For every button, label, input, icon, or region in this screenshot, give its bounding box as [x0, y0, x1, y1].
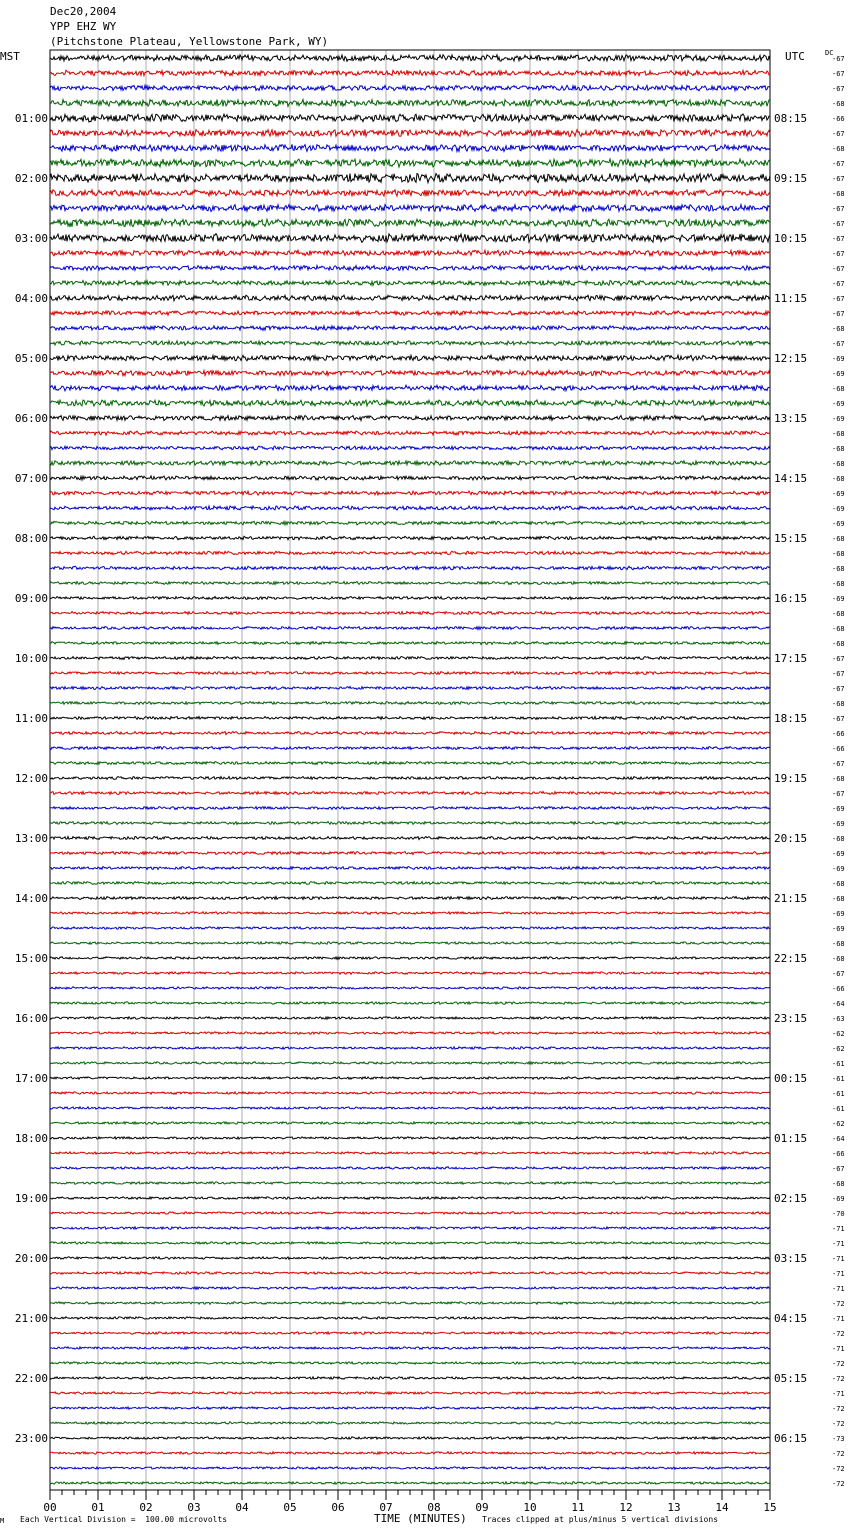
dc-offset-label: -71: [832, 1225, 845, 1233]
trace-row: [50, 1062, 770, 1065]
dc-offset-label: -70: [832, 1210, 845, 1218]
dc-offset-label: -68: [832, 880, 845, 888]
hour-label-mst: 14:00: [14, 892, 48, 905]
trace-row: [50, 159, 770, 167]
dc-offset-label: -68: [832, 190, 845, 198]
trace-row: [50, 822, 770, 825]
dc-offset-label: -69: [832, 400, 845, 408]
dc-offset-label: -67: [832, 670, 845, 678]
hour-label-mst: 07:00: [14, 472, 48, 485]
left-timezone-label: MST: [0, 50, 20, 63]
trace-row: [50, 1422, 770, 1425]
trace-row: [50, 762, 770, 765]
dc-offset-label: -72: [832, 1405, 845, 1413]
trace-row: [50, 476, 770, 480]
trace-row: [50, 281, 770, 286]
dc-offset-label: -68: [832, 535, 845, 543]
trace-row: [50, 882, 770, 885]
hour-label-utc: 08:15: [774, 112, 808, 125]
trace-row: [50, 627, 770, 630]
dc-offset-label: -68: [832, 955, 845, 963]
dc-offset-label: -61: [832, 1090, 845, 1098]
hour-label-mst: 10:00: [14, 652, 48, 665]
trace-row: [50, 174, 770, 183]
dc-offset-label: -64: [832, 1000, 845, 1008]
header-date: Dec20,2004: [50, 5, 117, 18]
dc-offset-label: -71: [832, 1345, 845, 1353]
trace-row: [50, 717, 770, 720]
x-tick-label: 05: [283, 1501, 297, 1514]
dc-offset-label: -66: [832, 985, 845, 993]
trace-row: [50, 1302, 770, 1305]
hour-label-utc: 02:15: [774, 1192, 808, 1205]
trace-row: [50, 1377, 770, 1380]
trace-row: [50, 551, 770, 554]
trace-row: [50, 1152, 770, 1155]
trace-row: [50, 897, 770, 900]
dc-offset-label: -68: [832, 445, 845, 453]
trace-row: [50, 912, 770, 915]
trace-row: [50, 1257, 770, 1260]
hour-label-utc: 00:15: [774, 1072, 808, 1085]
dc-offset-label: -68: [832, 895, 845, 903]
hour-label-mst: 03:00: [14, 232, 48, 245]
trace-row: [50, 1002, 770, 1005]
dc-offset-label: -68: [832, 100, 845, 108]
dc-offset-label: -67: [832, 130, 845, 138]
dc-offset-label: -69: [832, 850, 845, 858]
hour-label-mst: 16:00: [14, 1012, 48, 1025]
x-tick-label: 12: [619, 1501, 633, 1514]
dc-offset-label: -68: [832, 325, 845, 333]
dc-offset-label: -66: [832, 730, 845, 738]
header-station: YPP EHZ WY: [50, 20, 117, 33]
trace-row: [50, 1017, 770, 1020]
trace-row: [50, 1482, 770, 1485]
x-tick-label: 08: [427, 1501, 441, 1514]
hour-label-mst: 01:00: [14, 112, 48, 125]
trace-row: [50, 1182, 770, 1185]
hour-label-utc: 22:15: [774, 952, 808, 965]
hour-label-utc: 01:15: [774, 1132, 808, 1145]
dc-offset-label: -66: [832, 745, 845, 753]
hour-label-utc: 19:15: [774, 772, 808, 785]
dc-offset-label: -61: [832, 1105, 845, 1113]
dc-offset-label: -69: [832, 490, 845, 498]
trace-row: [50, 1452, 770, 1455]
dc-offset-label: -67: [832, 55, 845, 63]
trace-row: [50, 326, 770, 331]
trace-row: [50, 506, 770, 510]
trace-row: [50, 1287, 770, 1290]
dc-offset-label: -68: [832, 775, 845, 783]
dc-offset-label: -68: [832, 580, 845, 588]
hour-label-mst: 09:00: [14, 592, 48, 605]
dc-offset-label: -72: [832, 1450, 845, 1458]
hour-label-mst: 06:00: [14, 412, 48, 425]
x-tick-label: 01: [91, 1501, 105, 1514]
trace-row: [50, 461, 770, 466]
hour-label-mst: 15:00: [14, 952, 48, 965]
corner-mark: M: [0, 1517, 5, 1525]
x-tick-label: 13: [667, 1501, 681, 1514]
trace-row: [50, 250, 770, 256]
dc-offset-label: -67: [832, 175, 845, 183]
trace-row: [50, 370, 770, 375]
dc-offset-label: -61: [832, 1075, 845, 1083]
trace-row: [50, 234, 770, 243]
trace-row: [50, 597, 770, 600]
trace-row: [50, 536, 770, 540]
dc-offset-label: -73: [832, 1435, 845, 1443]
hour-label-utc: 11:15: [774, 292, 808, 305]
trace-row: [50, 355, 770, 361]
trace-row: [50, 100, 770, 107]
trace-row: [50, 190, 770, 197]
trace-row: [50, 1212, 770, 1215]
dc-offset-label: -67: [832, 685, 845, 693]
dc-offset-label: -69: [832, 925, 845, 933]
trace-row: [50, 867, 770, 870]
dc-offset-label: -67: [832, 280, 845, 288]
trace-row: [50, 1032, 770, 1035]
dc-offset-label: -72: [832, 1375, 845, 1383]
header-location: (Pitchstone Plateau, Yellowstone Park, WY): [50, 35, 329, 48]
trace-row: [50, 385, 770, 391]
trace-row: [50, 130, 770, 137]
trace-row: [50, 1227, 770, 1230]
hour-label-mst: 08:00: [14, 532, 48, 545]
dc-offset-label: -71: [832, 1315, 845, 1323]
x-tick-label: 11: [571, 1501, 585, 1514]
hour-label-utc: 04:15: [774, 1312, 808, 1325]
dc-offset-label: -67: [832, 970, 845, 978]
x-axis-label: TIME (MINUTES): [374, 1512, 467, 1525]
trace-row: [50, 582, 770, 585]
hour-label-mst: 13:00: [14, 832, 48, 845]
trace-row: [50, 1467, 770, 1470]
dc-offset-label: -68: [832, 700, 845, 708]
dc-offset-label: -72: [832, 1420, 845, 1428]
hour-label-mst: 12:00: [14, 772, 48, 785]
hour-label-mst: 05:00: [14, 352, 48, 365]
dc-offset-label: -69: [832, 910, 845, 918]
dc-offset-label: -69: [832, 520, 845, 528]
trace-row: [50, 1167, 770, 1170]
dc-offset-label: -67: [832, 250, 845, 258]
dc-offset-label: -66: [832, 1150, 845, 1158]
dc-offset-label: -69: [832, 355, 845, 363]
dc-offset-label: -67: [832, 295, 845, 303]
trace-row: [50, 1407, 770, 1410]
hour-label-utc: 16:15: [774, 592, 808, 605]
dc-offset-label: -67: [832, 715, 845, 723]
trace-row: [50, 431, 770, 435]
trace-row: [50, 566, 770, 570]
trace-row: [50, 1362, 770, 1365]
x-tick-label: 04: [235, 1501, 249, 1514]
dc-offset-label: -68: [832, 385, 845, 393]
clip-note: Traces clipped at plus/minus 5 vertical divisions: [482, 1515, 719, 1524]
trace-row: [50, 521, 770, 525]
trace-row: [50, 1077, 770, 1080]
dc-offset-label: -71: [832, 1390, 845, 1398]
hour-label-utc: 20:15: [774, 832, 808, 845]
dc-offset-label: -71: [832, 1270, 845, 1278]
trace-row: [50, 114, 770, 122]
x-tick-label: 09: [475, 1501, 489, 1514]
trace-row: [50, 341, 770, 346]
hour-label-mst: 04:00: [14, 292, 48, 305]
hour-label-utc: 05:15: [774, 1372, 808, 1385]
dc-offset-label: -67: [832, 205, 845, 213]
trace-row: [50, 1272, 770, 1275]
dc-offset-label: -71: [832, 1285, 845, 1293]
dc-offset-label: -68: [832, 640, 845, 648]
dc-offset-label: -72: [832, 1360, 845, 1368]
x-tick-label: 10: [523, 1501, 537, 1514]
dc-offset-label: -67: [832, 160, 845, 168]
dc-offset-label: -67: [832, 760, 845, 768]
trace-row: [50, 205, 770, 212]
trace-row: [50, 657, 770, 660]
trace-row: [50, 311, 770, 316]
hour-label-mst: 21:00: [14, 1312, 48, 1325]
trace-row: [50, 777, 770, 780]
dc-offset-label: -68: [832, 145, 845, 153]
trace-row: [50, 1317, 770, 1320]
hour-label-utc: 03:15: [774, 1252, 808, 1265]
hour-label-utc: 09:15: [774, 172, 808, 185]
trace-row: [50, 732, 770, 735]
dc-offset-label: -69: [832, 820, 845, 828]
trace-row: [50, 1137, 770, 1140]
dc-offset-label: -68: [832, 460, 845, 468]
x-tick-label: 00: [43, 1501, 57, 1514]
trace-row: [50, 1107, 770, 1110]
hour-label-utc: 12:15: [774, 352, 808, 365]
trace-row: [50, 1437, 770, 1440]
dc-offset-label: -67: [832, 790, 845, 798]
dc-offset-label: -64: [832, 1135, 845, 1143]
dc-offset-label: -62: [832, 1045, 845, 1053]
dc-offset-label: -68: [832, 835, 845, 843]
dc-offset-label: -69: [832, 595, 845, 603]
hour-label-mst: 18:00: [14, 1132, 48, 1145]
dc-label: DC: [825, 49, 834, 57]
trace-row: [50, 219, 770, 227]
hour-label-utc: 14:15: [774, 472, 808, 485]
trace-row: [50, 416, 770, 421]
trace-row: [50, 927, 770, 930]
trace-row: [50, 792, 770, 795]
hour-label-utc: 13:15: [774, 412, 808, 425]
dc-offset-label: -67: [832, 655, 845, 663]
trace-row: [50, 687, 770, 690]
trace-row: [50, 642, 770, 645]
trace-row: [50, 1392, 770, 1395]
trace-row: [50, 987, 770, 990]
trace-row: [50, 807, 770, 810]
dc-offset-label: -69: [832, 865, 845, 873]
trace-row: [50, 957, 770, 960]
dc-offset-label: -67: [832, 235, 845, 243]
dc-offset-label: -68: [832, 565, 845, 573]
trace-row: [50, 672, 770, 675]
trace-row: [50, 85, 770, 91]
trace-row: [50, 400, 770, 406]
hour-label-mst: 22:00: [14, 1372, 48, 1385]
dc-offset-label: -67: [832, 265, 845, 273]
trace-row: [50, 852, 770, 855]
trace-row: [50, 1047, 770, 1050]
dc-offset-label: -68: [832, 1180, 845, 1188]
dc-offset-label: -67: [832, 310, 845, 318]
dc-offset-label: -68: [832, 550, 845, 558]
dc-offset-label: -68: [832, 625, 845, 633]
trace-row: [50, 491, 770, 495]
hour-label-utc: 17:15: [774, 652, 808, 665]
dc-offset-label: -69: [832, 1195, 845, 1203]
dc-offset-label: -67: [832, 340, 845, 348]
hour-label-utc: 06:15: [774, 1432, 808, 1445]
x-tick-label: 07: [379, 1501, 393, 1514]
x-tick-label: 02: [139, 1501, 153, 1514]
dc-offset-label: -72: [832, 1465, 845, 1473]
trace-row: [50, 1092, 770, 1095]
dc-offset-label: -72: [832, 1330, 845, 1338]
trace-row: [50, 295, 770, 301]
dc-offset-label: -63: [832, 1015, 845, 1023]
dc-offset-label: -61: [832, 1060, 845, 1068]
x-tick-label: 14: [715, 1501, 729, 1514]
dc-offset-label: -68: [832, 940, 845, 948]
x-tick-label: 03: [187, 1501, 201, 1514]
dc-offset-label: -69: [832, 370, 845, 378]
hour-label-utc: 15:15: [774, 532, 808, 545]
hour-label-utc: 18:15: [774, 712, 808, 725]
dc-offset-label: -68: [832, 475, 845, 483]
x-tick-label: 06: [331, 1501, 345, 1514]
dc-offset-label: -66: [832, 115, 845, 123]
trace-row: [50, 1332, 770, 1335]
trace-row: [50, 446, 770, 450]
trace-row: [50, 1122, 770, 1125]
dc-offset-label: -69: [832, 415, 845, 423]
trace-row: [50, 1242, 770, 1245]
dc-offset-label: -72: [832, 1480, 845, 1488]
trace-row: [50, 837, 770, 840]
trace-row: [50, 55, 770, 62]
hour-label-mst: 23:00: [14, 1432, 48, 1445]
trace-row: [50, 1347, 770, 1350]
dc-offset-label: -71: [832, 1255, 845, 1263]
trace-row: [50, 972, 770, 975]
trace-row: [50, 266, 770, 271]
trace-row: [50, 1197, 770, 1200]
trace-row: [50, 70, 770, 76]
dc-offset-label: -68: [832, 610, 845, 618]
hour-label-mst: 02:00: [14, 172, 48, 185]
dc-offset-label: -67: [832, 220, 845, 228]
dc-offset-label: -67: [832, 85, 845, 93]
hour-label-mst: 11:00: [14, 712, 48, 725]
trace-row: [50, 612, 770, 615]
hour-label-mst: 19:00: [14, 1192, 48, 1205]
trace-row: [50, 144, 770, 151]
trace-row: [50, 747, 770, 750]
scale-note: Each Vertical Division = 100.00 microvolts: [20, 1515, 228, 1524]
dc-offset-label: -62: [832, 1120, 845, 1128]
dc-offset-label: -72: [832, 1300, 845, 1308]
hour-label-mst: 17:00: [14, 1072, 48, 1085]
hour-label-mst: 20:00: [14, 1252, 48, 1265]
dc-offset-label: -62: [832, 1030, 845, 1038]
hour-label-utc: 23:15: [774, 1012, 808, 1025]
dc-offset-label: -69: [832, 805, 845, 813]
trace-row: [50, 702, 770, 705]
hour-label-utc: 10:15: [774, 232, 808, 245]
x-tick-label: 15: [763, 1501, 777, 1514]
dc-offset-label: -67: [832, 70, 845, 78]
trace-row: [50, 942, 770, 945]
dc-offset-label: -69: [832, 505, 845, 513]
dc-offset-label: -68: [832, 430, 845, 438]
right-timezone-label: UTC: [785, 50, 805, 63]
hour-label-utc: 21:15: [774, 892, 808, 905]
dc-offset-label: -67: [832, 1165, 845, 1173]
dc-offset-label: -71: [832, 1240, 845, 1248]
